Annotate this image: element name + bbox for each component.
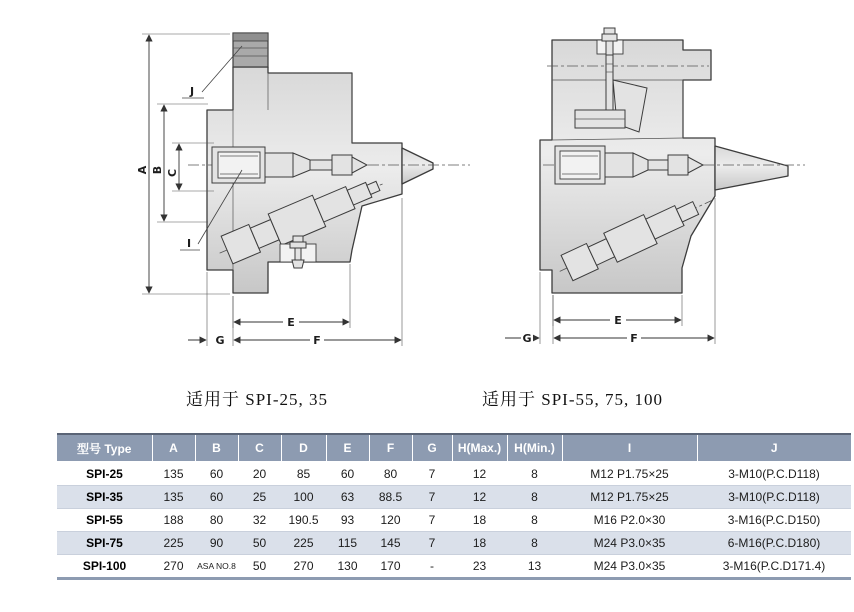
table-row [57, 532, 851, 555]
value-cell: 23 [452, 555, 507, 579]
value-cell: 3-M16(P.C.D171.4) [697, 555, 851, 579]
value-cell: 60 [195, 486, 238, 509]
type-cell: SPI-100 [57, 555, 152, 579]
table-row [57, 462, 851, 486]
dim-label-e: E [614, 314, 622, 327]
column-header: D [281, 434, 326, 462]
value-cell: 225 [281, 532, 326, 555]
spec-table-section [57, 433, 851, 580]
value-cell: 50 [238, 555, 281, 579]
value-cell: M24 P3.0×35 [562, 555, 697, 579]
cross-section-drawing-spi55-75-100 [495, 18, 830, 373]
value-cell: 145 [369, 532, 412, 555]
value-cell: 60 [326, 462, 369, 486]
column-header: F [369, 434, 412, 462]
value-cell: 7 [412, 532, 452, 555]
type-cell: SPI-75 [57, 532, 152, 555]
value-cell: 8 [507, 532, 562, 555]
value-cell: M12 P1.75×25 [562, 462, 697, 486]
value-cell: 115 [326, 532, 369, 555]
type-cell: SPI-55 [57, 509, 152, 532]
value-cell: 3-M16(P.C.D150) [697, 509, 851, 532]
dim-label-f: F [313, 334, 321, 347]
value-cell: 18 [452, 532, 507, 555]
column-header: E [326, 434, 369, 462]
value-cell: 50 [238, 532, 281, 555]
table-row [57, 486, 851, 509]
caption-left: 适用于 SPI-25, 35 [186, 390, 328, 409]
table-row [57, 509, 851, 532]
value-cell: 190.5 [281, 509, 326, 532]
value-cell: 188 [152, 509, 195, 532]
value-cell: 60 [195, 462, 238, 486]
value-cell: 20 [238, 462, 281, 486]
value-cell: 7 [412, 509, 452, 532]
value-cell: 7 [412, 462, 452, 486]
value-cell: 25 [238, 486, 281, 509]
column-header: H(Min.) [507, 434, 562, 462]
dim-label-a: A [136, 165, 149, 175]
value-cell: 88.5 [369, 486, 412, 509]
value-cell: 63 [326, 486, 369, 509]
value-cell: 225 [152, 532, 195, 555]
value-cell: 7 [412, 486, 452, 509]
value-cell: 18 [452, 509, 507, 532]
value-cell: 135 [152, 486, 195, 509]
value-cell: 120 [369, 509, 412, 532]
dim-label-b: B [151, 165, 164, 175]
spec-table [57, 433, 851, 580]
value-cell: M16 P2.0×30 [562, 509, 697, 532]
value-cell: 93 [326, 509, 369, 532]
column-header: A [152, 434, 195, 462]
value-cell: 270 [281, 555, 326, 579]
value-cell: 12 [452, 462, 507, 486]
dim-label-j: J [189, 85, 195, 98]
value-cell: 80 [195, 509, 238, 532]
dimension-g [505, 272, 540, 345]
value-cell: 90 [195, 532, 238, 555]
cross-section-drawing-spi25-35 [130, 18, 480, 373]
table-row [57, 555, 851, 579]
type-cell: SPI-25 [57, 462, 152, 486]
dimension-g [188, 272, 226, 347]
column-header: 型号 Type [57, 434, 152, 462]
value-cell: 6-M16(P.C.D180) [697, 532, 851, 555]
column-header: H(Max.) [452, 434, 507, 462]
value-cell: 270 [152, 555, 195, 579]
column-header: C [238, 434, 281, 462]
dim-label-c: C [166, 168, 179, 178]
value-cell: 3-M10(P.C.D118) [697, 486, 851, 509]
type-cell: SPI-35 [57, 486, 152, 509]
value-cell: 13 [507, 555, 562, 579]
table-body [57, 462, 851, 579]
dim-label-g: G [522, 332, 532, 345]
column-header: J [697, 434, 851, 462]
value-cell: 100 [281, 486, 326, 509]
value-cell: 135 [152, 462, 195, 486]
value-cell: 85 [281, 462, 326, 486]
value-cell: M12 P1.75×25 [562, 486, 697, 509]
value-cell: 130 [326, 555, 369, 579]
dim-label-f: F [630, 332, 638, 345]
value-cell: 8 [507, 486, 562, 509]
table-header-row [57, 434, 851, 462]
dim-label-i: I [186, 237, 192, 250]
value-cell: ASA NO.8 [195, 555, 238, 579]
value-cell: M24 P3.0×35 [562, 532, 697, 555]
dim-label-g: G [215, 334, 225, 347]
value-cell: 3-M10(P.C.D118) [697, 462, 851, 486]
dim-label-e: E [287, 316, 295, 329]
value-cell: 12 [452, 486, 507, 509]
column-header: G [412, 434, 452, 462]
value-cell: - [412, 555, 452, 579]
value-cell: 8 [507, 462, 562, 486]
dimension-e [553, 295, 682, 327]
value-cell: 170 [369, 555, 412, 579]
value-cell: 8 [507, 509, 562, 532]
value-cell: 80 [369, 462, 412, 486]
dimension-b [151, 104, 208, 222]
column-header: B [195, 434, 238, 462]
column-header: I [562, 434, 697, 462]
caption-right: 适用于 SPI-55, 75, 100 [482, 390, 663, 409]
value-cell: 32 [238, 509, 281, 532]
